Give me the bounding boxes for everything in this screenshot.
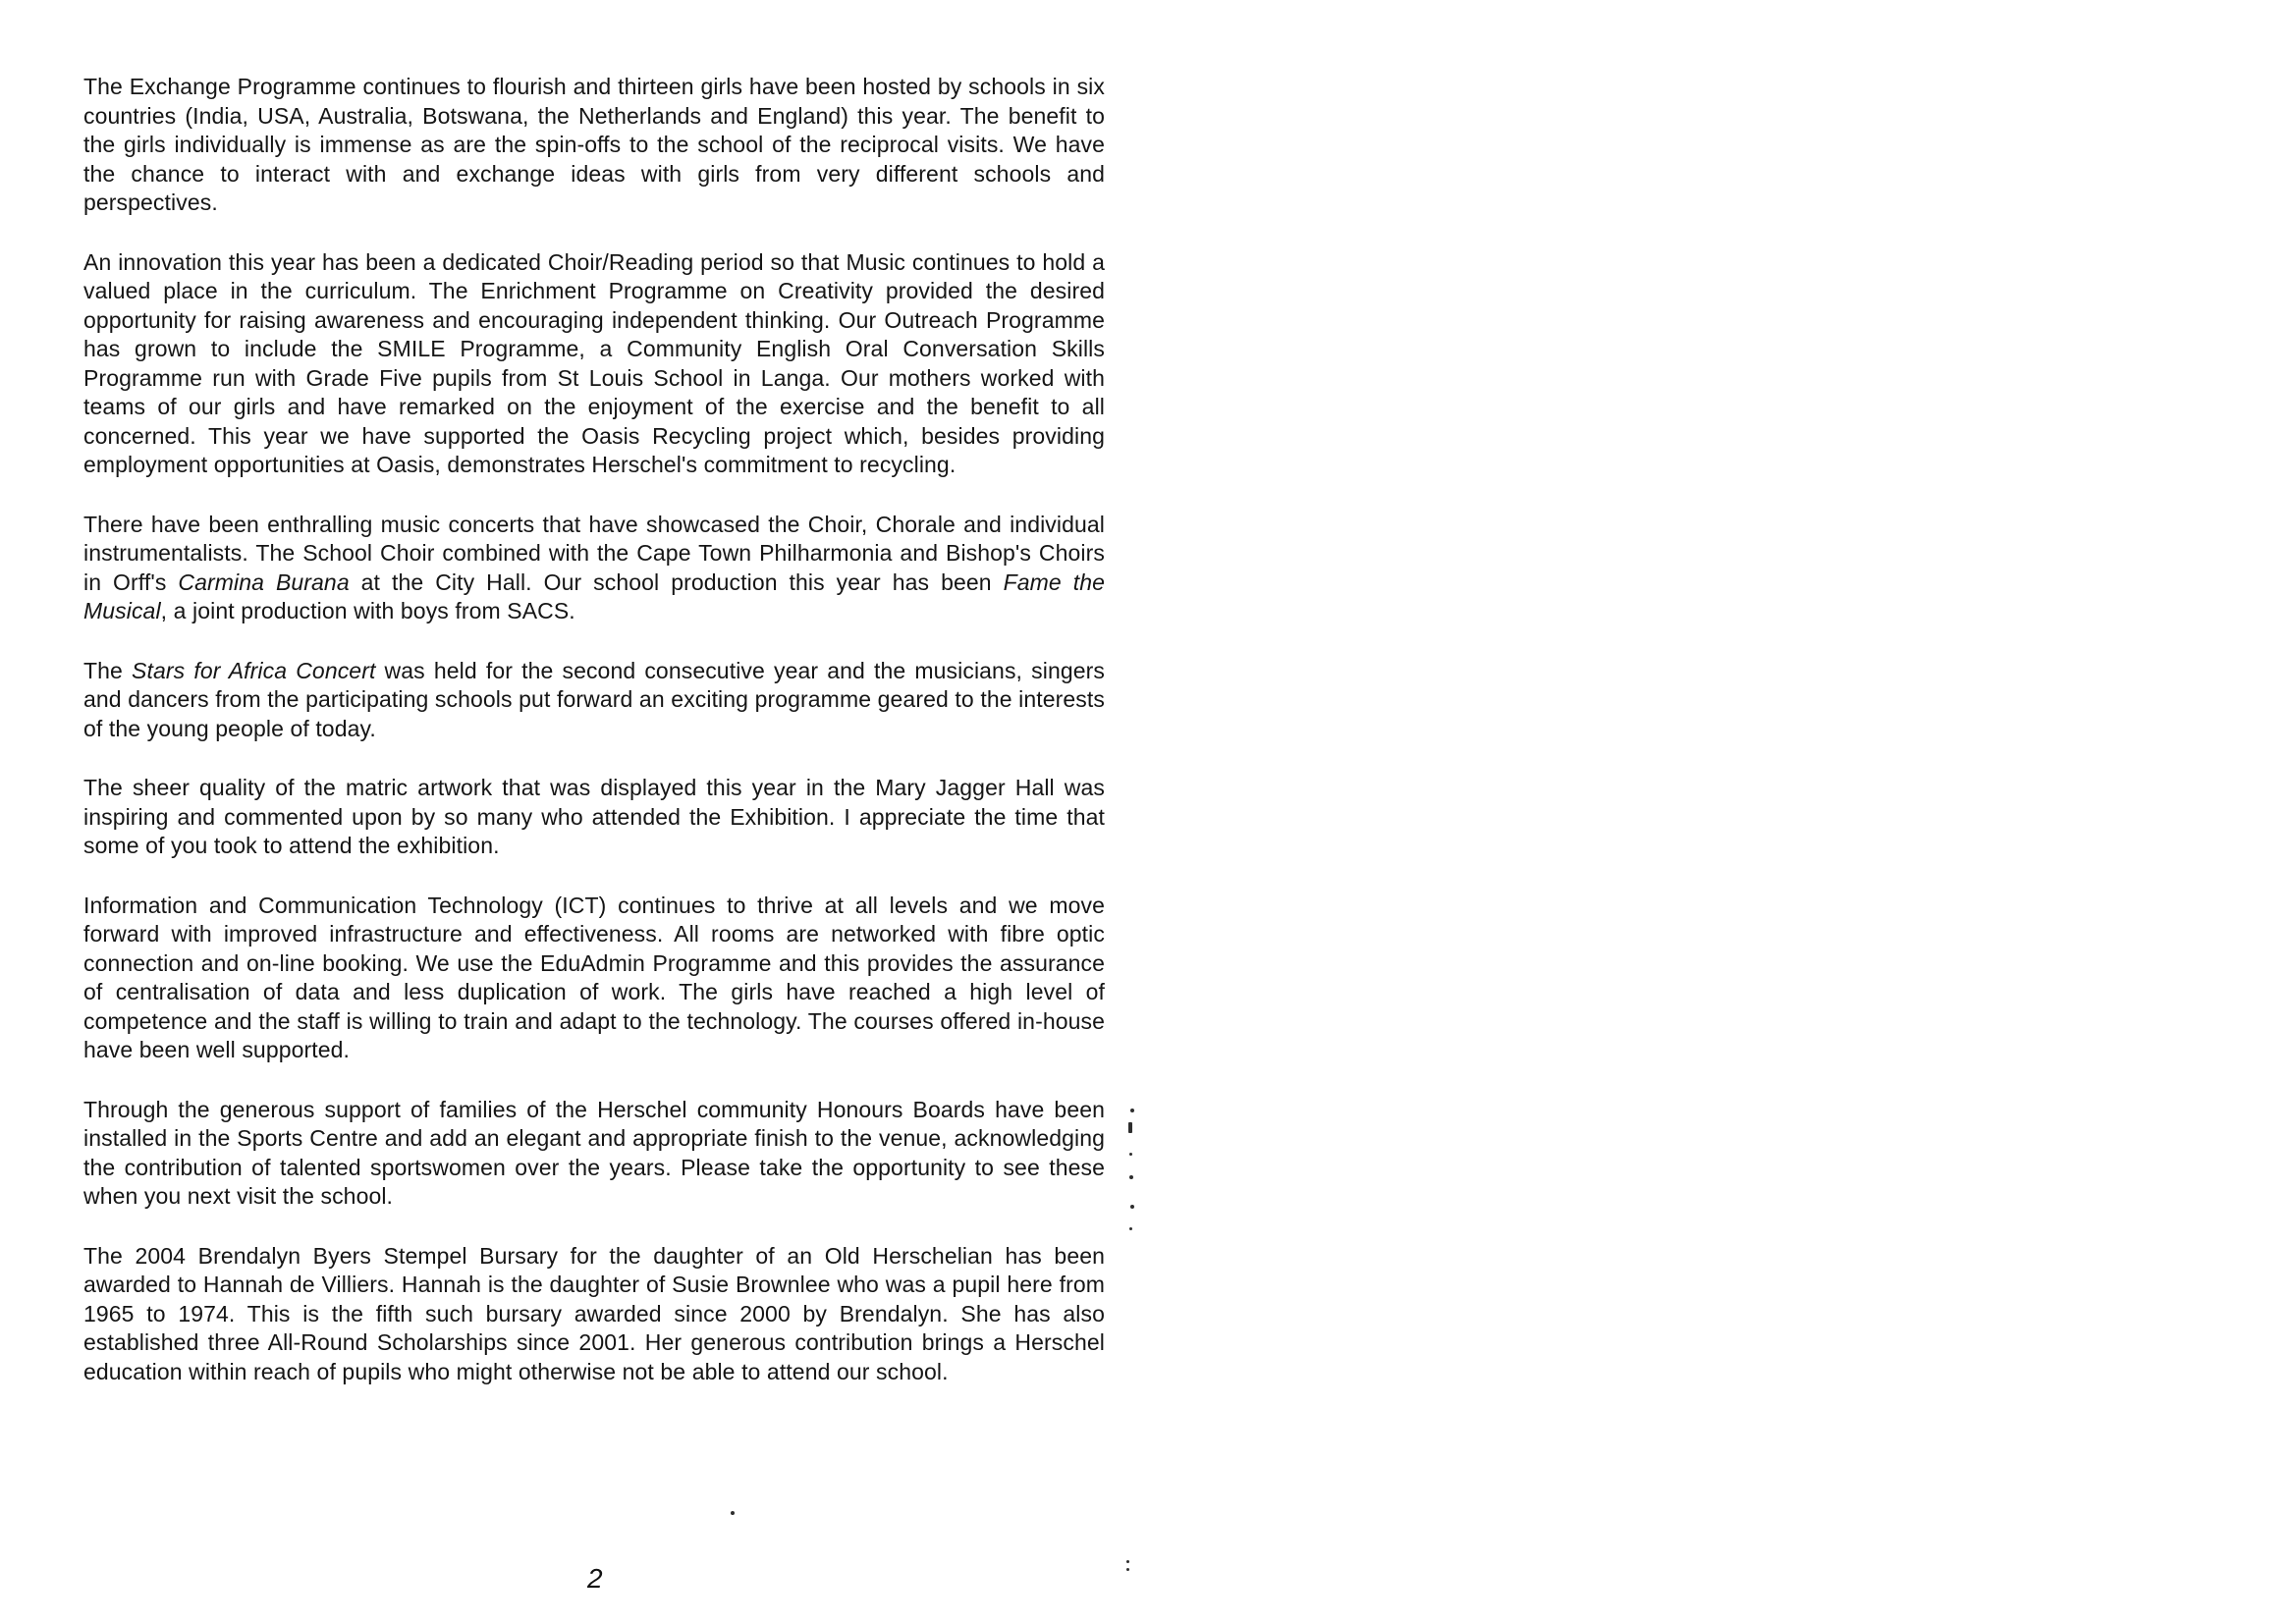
scan-artifact-dash xyxy=(1128,1122,1132,1133)
text-segment: Through the generous support of families of the Herschel community Honours Boards have been installed in the Sports Centre and add an elegant and appropriate finish to the venue, acknowledging the contribution of talented sportswomen over the years. Please take the opportunity to see these when you next visit the school. xyxy=(83,1096,1105,1209)
paragraph xyxy=(83,774,1105,861)
scan-artifact-dot xyxy=(731,1511,735,1515)
paragraph xyxy=(83,657,1105,744)
paragraph xyxy=(83,892,1105,1065)
text-segment: , a joint production with boys from SACS. xyxy=(160,598,575,623)
paragraph xyxy=(83,1242,1105,1387)
paragraph xyxy=(83,1096,1105,1212)
scan-artifact-dot xyxy=(1130,1205,1134,1209)
text-segment: There have been enthralling music concerts that have showcased the Choir, Chorale and individual instrumentalists. The School Choir combined with the Cape Town Philharmonia and Bishop's Choirs in Orff's xyxy=(83,511,1105,595)
text-segment: The sheer quality of the matric artwork that was displayed this year in the Mary Jagger Hall was inspiring and commented upon by so many who attended the Exhibition. I appreciate the time that some of you took to attend the exhibition. xyxy=(83,775,1105,858)
scan-artifact-dot xyxy=(1129,1227,1132,1230)
scan-artifact-dot xyxy=(1129,1175,1133,1179)
text-segment: at the City Hall. Our school production this year has been xyxy=(349,568,1004,595)
italic-text-segment: Fame the Musical xyxy=(83,568,1105,623)
paragraph xyxy=(83,73,1105,218)
paragraph xyxy=(83,511,1105,626)
paragraph xyxy=(83,248,1105,480)
text-segment: The Exchange Programme continues to flourish and thirteen girls have been hosted by schools in six countries (India, USA, Australia, Botswana, the Netherlands and England) this year. The benefit to the girls individually is immense as are the spin-offs to the school of the reciprocal visits. We have the chance to interact with and exchange ideas with girls from very different schools and perspectives. xyxy=(83,74,1105,215)
italic-text-segment: Carmina Burana xyxy=(178,568,350,595)
scan-artifact-dot xyxy=(1129,1153,1132,1156)
text-segment: was held for the second consecutive year and the musicians, singers and dancers from the participating schools put forward an exciting programme geared to the interests of the young people of today. xyxy=(83,657,1105,741)
scan-artifact-dot xyxy=(1126,1568,1129,1571)
text-segment: An innovation this year has been a dedicated Choir/Reading period so that Music continues to hold a valued place in the curriculum. The Enrichment Programme on Creativity provided the desired opportunity for raising awareness and encouraging independent thinking. Our Outreach Programme has grown to include the SMILE Programme, a Community English Oral Conversation Skills Programme run with Grade Five pupils from St Louis School in Langa. Our mothers worked with teams of our girls and have remarked on the enjoyment of the exercise and the benefit to all concerned. This year we have supported the Oasis Recycling project which, besides providing employment opportunities at Oasis, demonstrates Herschel's commitment to recycling. xyxy=(83,248,1105,477)
text-segment: Information and Communication Technology (ICT) continues to thrive at all levels and we move forward with improved infrastructure and effectiveness. All rooms are networked with fibre optic connection and on-line booking. We use the EduAdmin Programme and this provides the assurance of centralisation of data and less duplication of work. The girls have reached a high level of competence and the staff is willing to train and adapt to the technology. The courses offered in-house have been well supported. xyxy=(83,892,1105,1062)
scan-artifact-dot xyxy=(1126,1560,1129,1563)
text-segment: The 2004 Brendalyn Byers Stempel Bursary for the daughter of an Old Herschelian has been awarded to Hannah de Villiers. Hannah is the daughter of Susie Brownlee who was a pupil here from 1965 to 1974. This is the fifth such bursary awarded since 2000 by Brendalyn. She has also established three All-Round Scholarships since 2001. Her generous contribution brings a Herschel education within reach of pupils who might otherwise not be able to attend our school. xyxy=(83,1242,1105,1384)
scan-artifact-dot xyxy=(1130,1109,1134,1112)
page-number: 2 xyxy=(587,1563,603,1594)
body-text xyxy=(83,73,1105,1417)
italic-text-segment: Stars for Africa Concert xyxy=(132,657,376,683)
text-segment: The xyxy=(83,657,133,683)
